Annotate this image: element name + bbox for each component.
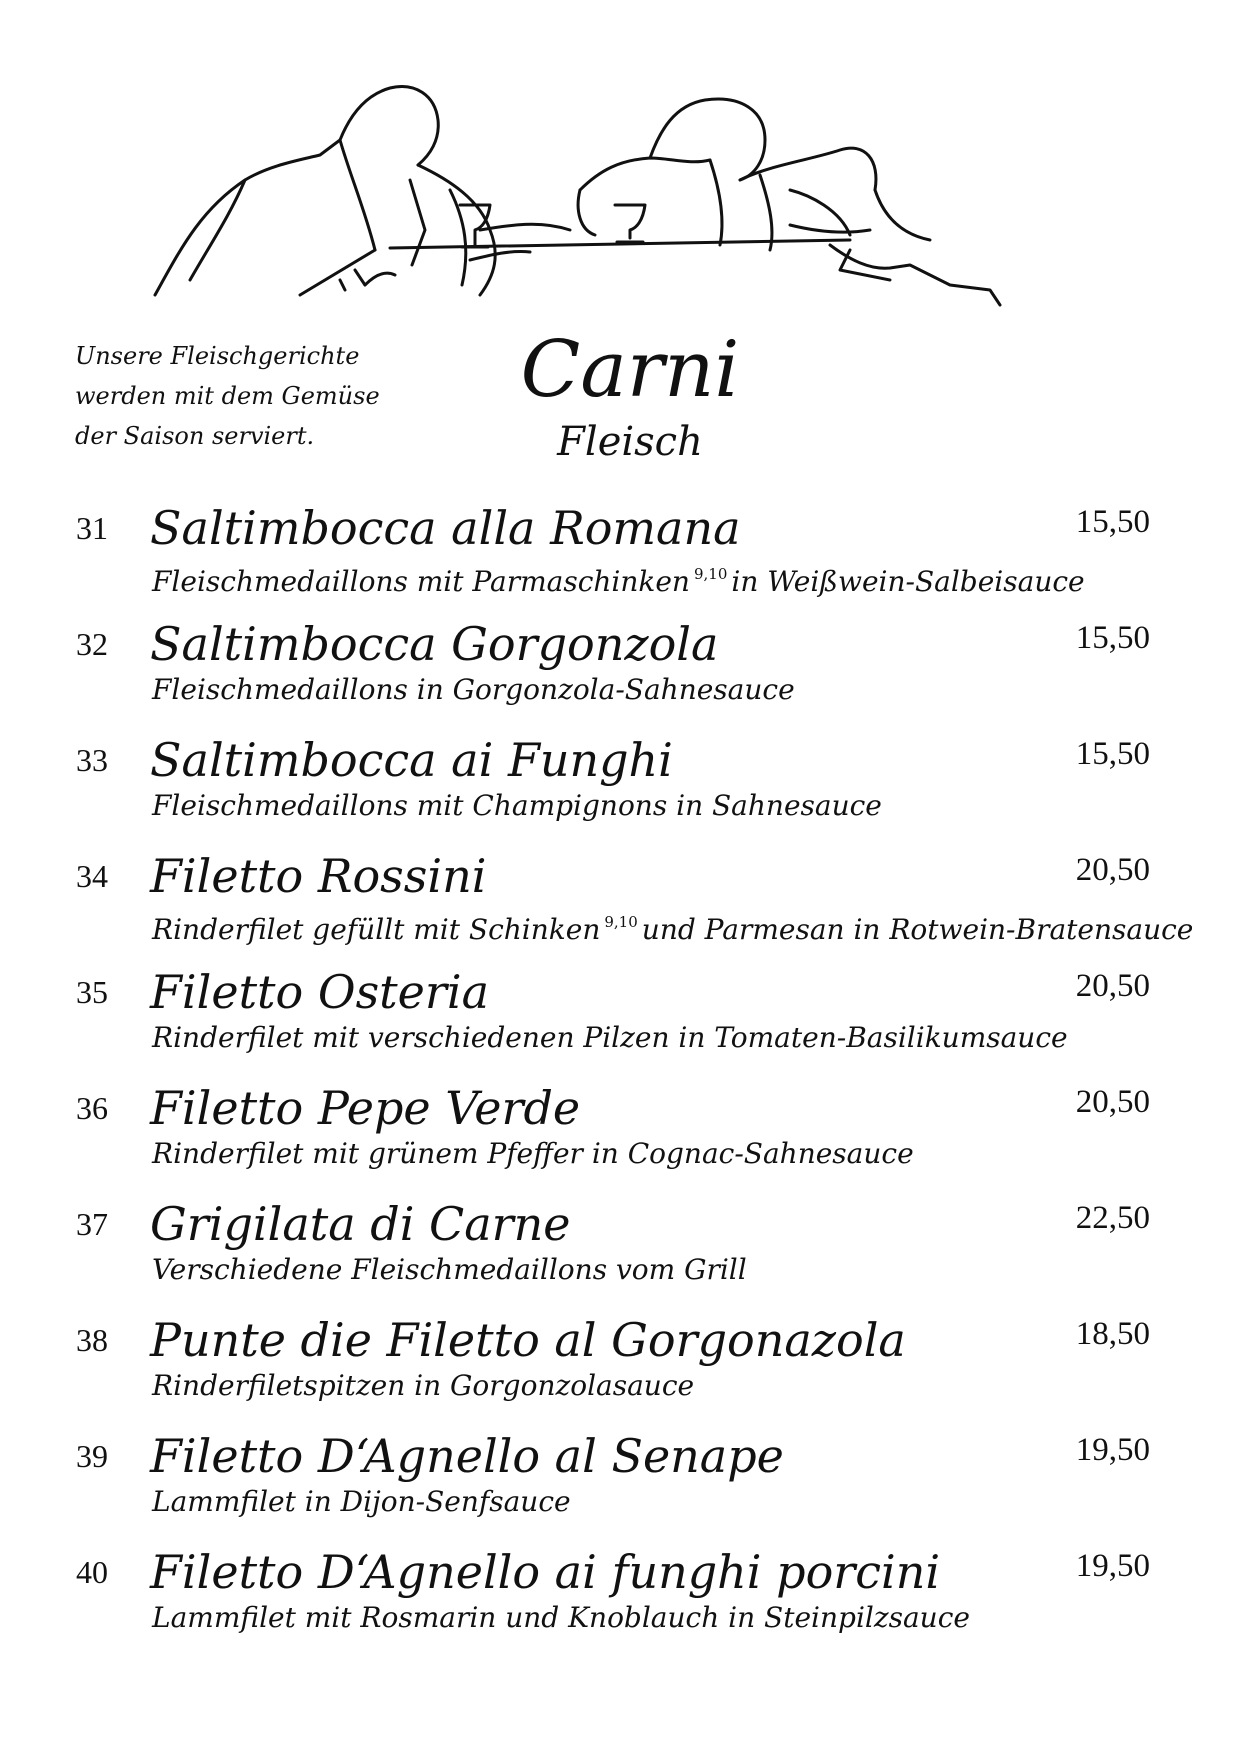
menu-item	[0, 1080, 1240, 1196]
item-number: 36	[76, 1090, 108, 1126]
item-price: 20,50	[1075, 1084, 1150, 1120]
allergen-superscript: 9,10	[693, 565, 728, 583]
menu-item	[0, 964, 1240, 1080]
side-note-line: der Saison serviert.	[75, 422, 315, 450]
item-number: 37	[76, 1206, 108, 1242]
item-description: Fleischmedaillons in Gorgonzola-Sahnesauce	[152, 673, 795, 706]
item-name: Grigilata di Carne	[150, 1197, 571, 1251]
item-price: 19,50	[1075, 1548, 1150, 1584]
item-name: Filetto Osteria	[150, 965, 490, 1019]
menu-item	[0, 500, 1240, 616]
item-description: Lammfilet in Dijon-Senfsauce	[152, 1485, 571, 1518]
menu-item	[0, 1428, 1240, 1544]
item-price: 15,50	[1075, 736, 1150, 772]
item-name: Filetto Rossini	[150, 849, 487, 903]
desc-text: in Weißwein-Salbeisauce	[731, 565, 1085, 598]
side-note-line: werden mit dem Gemüse	[75, 382, 380, 410]
menu-item	[0, 1312, 1240, 1428]
menu-item	[0, 848, 1240, 964]
item-description	[152, 556, 1085, 600]
item-price: 19,50	[1075, 1432, 1150, 1468]
item-name: Filetto Pepe Verde	[150, 1081, 581, 1135]
item-price: 15,50	[1075, 504, 1150, 540]
item-name: Filetto D‘Agnello al Senape	[150, 1429, 784, 1483]
side-note-line: Unsere Fleischgerichte	[75, 342, 360, 370]
dining-couple-illustration	[150, 80, 1140, 330]
desc-text: Fleischmedaillons mit Parmaschinken	[152, 565, 690, 598]
item-name: Filetto D‘Agnello ai funghi porcini	[150, 1545, 941, 1599]
item-name: Punte die Filetto al Gorgonazola	[150, 1313, 906, 1367]
item-description: Verschiedene Fleischmedaillons vom Grill	[152, 1253, 747, 1286]
menu-item	[0, 616, 1240, 732]
item-price: 20,50	[1075, 852, 1150, 888]
item-number: 40	[76, 1554, 108, 1590]
menu-item	[0, 1196, 1240, 1312]
menu-item	[0, 1544, 1240, 1660]
item-price: 18,50	[1075, 1316, 1150, 1352]
item-description: Fleischmedaillons mit Champignons in Sahnesauce	[152, 789, 882, 822]
item-description	[152, 904, 1193, 948]
item-number: 38	[76, 1322, 108, 1358]
item-description: Lammfilet mit Rosmarin und Knoblauch in Steinpilzsauce	[152, 1601, 970, 1634]
item-number: 32	[76, 626, 108, 662]
desc-text: Rinderfilet gefüllt mit Schinken	[152, 913, 601, 946]
item-number: 34	[76, 858, 108, 894]
page-subtitle: Fleisch	[557, 419, 703, 465]
item-number: 31	[76, 510, 108, 546]
page-title: Carni	[520, 325, 740, 415]
item-name: Saltimbocca ai Funghi	[150, 733, 673, 787]
item-price: 20,50	[1075, 968, 1150, 1004]
menu-item	[0, 732, 1240, 848]
item-description: Rinderfilet mit verschiedenen Pilzen in Tomaten-Basilikumsauce	[152, 1021, 1068, 1054]
desc-text: und Parmesan in Rotwein-Bratensauce	[641, 913, 1194, 946]
item-description: Rinderfiletspitzen in Gorgonzolasauce	[152, 1369, 695, 1402]
item-name: Saltimbocca alla Romana	[150, 501, 741, 555]
item-name: Saltimbocca Gorgonzola	[150, 617, 719, 671]
item-description: Rinderfilet mit grünem Pfeffer in Cognac-Sahnesauce	[152, 1137, 914, 1170]
side-note	[75, 336, 405, 456]
item-number: 33	[76, 742, 108, 778]
allergen-superscript: 9,10	[604, 913, 638, 931]
item-price: 15,50	[1075, 620, 1150, 656]
item-number: 35	[76, 974, 108, 1010]
item-price: 22,50	[1075, 1200, 1150, 1236]
item-number: 39	[76, 1438, 108, 1474]
